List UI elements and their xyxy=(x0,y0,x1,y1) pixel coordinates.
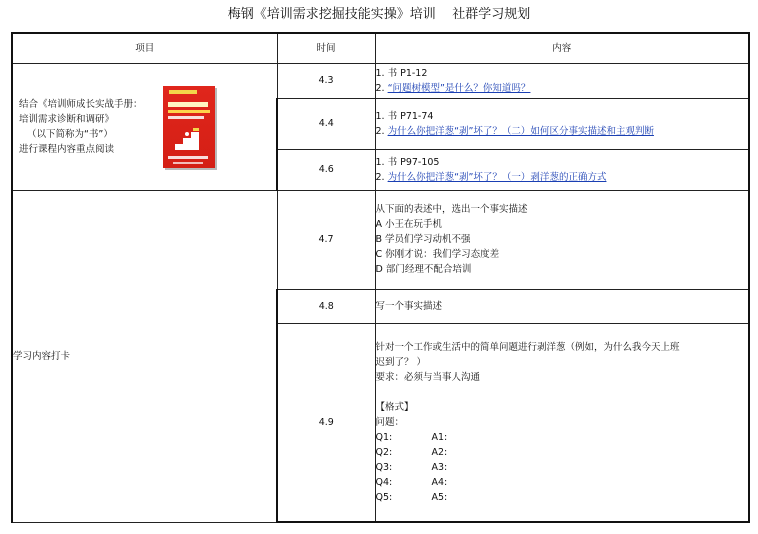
format-title: 【格式】 xyxy=(375,401,414,413)
article-link[interactable]: 为什么你把洋葱“剥”坏了？（二）如何区分事实描述和主观判断 xyxy=(387,125,654,137)
time-cell: 4.4 xyxy=(277,98,375,149)
time-cell: 4.6 xyxy=(277,149,375,190)
content-cell xyxy=(375,63,749,98)
reading-description xyxy=(13,97,143,157)
article-link[interactable]: “问题树模型”是什么？你知道吗？ xyxy=(387,82,531,94)
option-c: C 你刚才说：我们学习态度差 xyxy=(375,249,500,260)
header-item: 项目 xyxy=(12,33,277,63)
header-row xyxy=(12,33,749,63)
qa-row xyxy=(376,490,749,505)
qa-question: Q4: xyxy=(375,476,393,488)
reading-line: （以下简称为“书”） xyxy=(27,128,113,140)
qa-row xyxy=(376,430,749,445)
reading-line: 结合《培训师成长实战手册： xyxy=(19,98,143,110)
qa-answer: A1: xyxy=(431,431,448,443)
table-row xyxy=(12,63,749,98)
time-cell: 4.8 xyxy=(277,289,375,323)
option-d: D 部门经理不配合培训 xyxy=(375,264,472,275)
content-cell xyxy=(375,190,749,289)
option-a: A 小王在玩手机 xyxy=(375,219,443,230)
task-description: 针对一个工作或生活中的简单问题进行剥洋葱（例如，为什么我今天上班 xyxy=(375,341,680,353)
reading-line: 进行课程内容重点阅读 xyxy=(19,143,115,155)
qa-answer: A2: xyxy=(431,446,448,458)
content-line: 1. 书 P97-105 xyxy=(375,156,440,168)
qa-question: Q5: xyxy=(375,491,393,503)
list-number: 2. xyxy=(375,82,388,94)
task-description: 迟到了？ ） xyxy=(375,356,427,368)
reading-line: 培训需求诊断和调研》 xyxy=(19,113,115,125)
qa-row xyxy=(376,460,749,475)
time-cell: 4.7 xyxy=(277,190,375,289)
qa-answer: A4: xyxy=(431,476,448,488)
qa-row xyxy=(376,475,749,490)
checkin-section-cell: 学习内容打卡 xyxy=(12,190,277,522)
time-cell: 4.3 xyxy=(277,63,375,98)
page-title: 梅钢《培训需求挖掘技能实操》培训 社群学习规划 xyxy=(227,7,531,22)
list-number: 2. xyxy=(375,171,388,183)
list-number: 2. xyxy=(375,125,388,137)
content-cell xyxy=(375,323,749,522)
article-link[interactable]: 为什么你把洋葱“剥”坏了？（一）剥洋葱的正确方式 xyxy=(387,171,607,183)
content-cell xyxy=(375,149,749,190)
question-prompt: 从下面的表述中，选出一个事实描述 xyxy=(375,204,528,215)
task-requirement: 要求：必须与当事人沟通 xyxy=(375,371,481,383)
book-cover-image xyxy=(163,86,215,168)
header-content: 内容 xyxy=(375,33,749,63)
content-line: 1. 书 P1-12 xyxy=(375,67,428,79)
table-row xyxy=(12,190,749,289)
qa-row xyxy=(376,445,749,460)
option-b: B 学员们学习动机不强 xyxy=(375,234,471,245)
qa-question: Q3: xyxy=(375,461,393,473)
time-cell: 4.9 xyxy=(277,323,375,522)
qa-question: Q1: xyxy=(375,431,393,443)
reading-section-cell xyxy=(12,63,277,190)
qa-answer: A5: xyxy=(431,491,448,503)
qa-question: Q2: xyxy=(375,446,393,458)
content-cell xyxy=(375,98,749,149)
question-label: 问题： xyxy=(375,416,405,428)
study-plan-table xyxy=(11,32,750,523)
header-time: 时间 xyxy=(277,33,375,63)
qa-answer: A3: xyxy=(431,461,448,473)
content-line: 1. 书 P71-74 xyxy=(375,110,434,122)
book-staircase-graphic xyxy=(175,128,201,150)
content-cell: 写一个事实描述 xyxy=(375,289,749,323)
